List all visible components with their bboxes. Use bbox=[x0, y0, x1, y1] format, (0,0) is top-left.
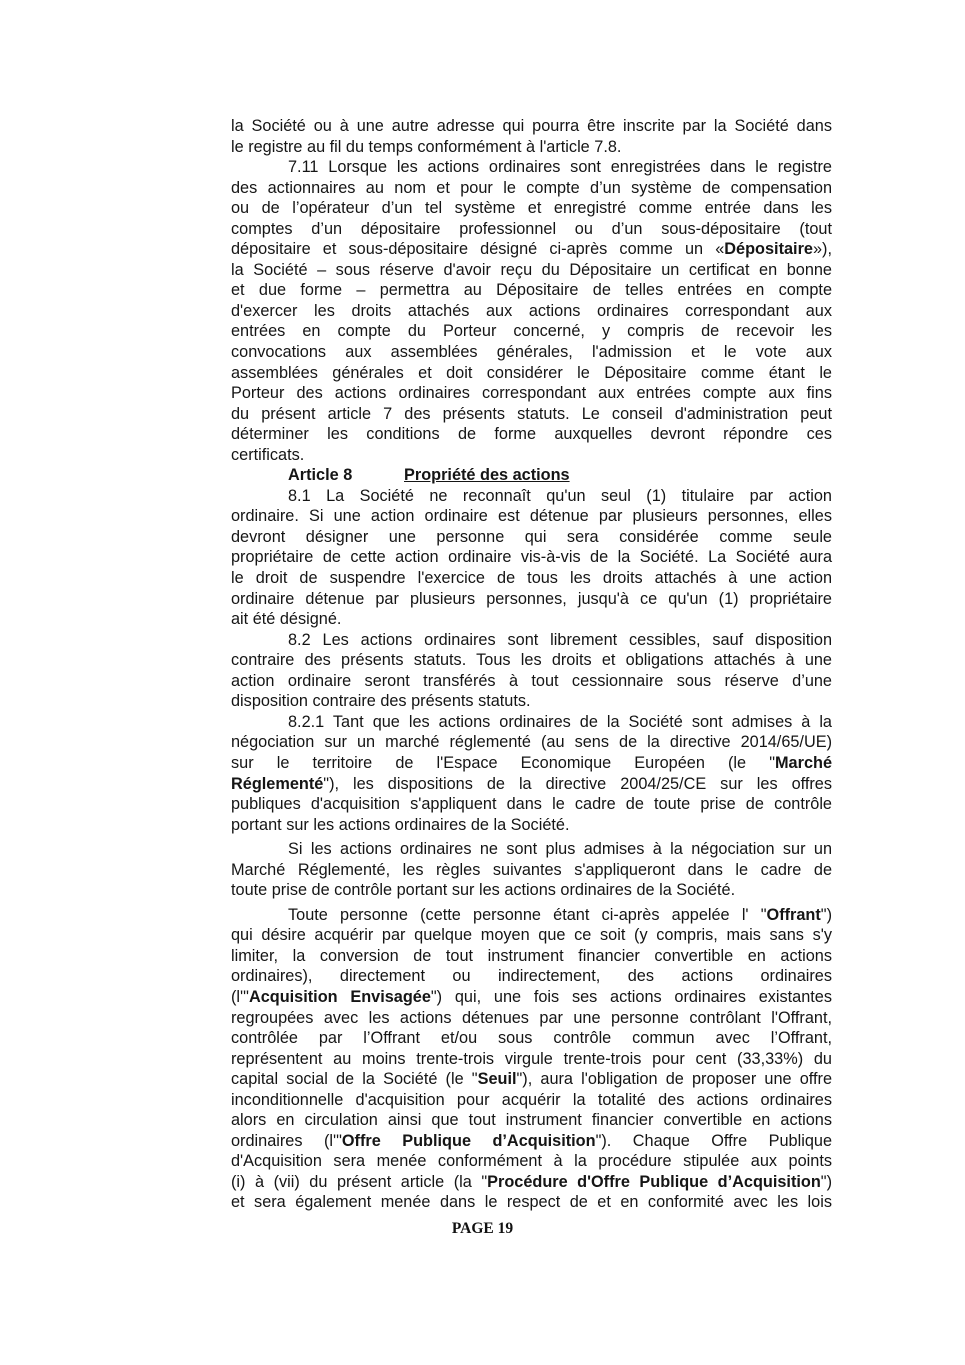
text-line: limiter, la conversion de tout instrument financier convertible en actions bbox=[231, 946, 832, 965]
text-line: dépositaire et sous-dépositaire désigné ci-après comme un «Dépositaire»), bbox=[231, 240, 832, 259]
text-line: des actionnaires au nom et pour le compte d’un système de compensation bbox=[231, 178, 832, 197]
text-line: alors en circulation ainsi que tout instrument financier convertible en actions bbox=[231, 1111, 832, 1130]
text-line: entrées en compte du Porteur concerné, y compris de recevoir les bbox=[231, 322, 832, 341]
text-line: (i) à (vii) du présent article (la "Procédure d'Offre Publique d’Acquisition") bbox=[231, 1172, 832, 1191]
text-line: ait été désigné. bbox=[231, 610, 342, 629]
text-line: qui désire acquérir par quelque moyen que ce soit (y compris, mais sans s'y bbox=[231, 926, 832, 945]
text-line: publiques d'acquisition s'appliquent dans le cadre de toute prise de contrôle bbox=[231, 795, 832, 814]
text-line: comptes d’un dépositaire professionnel ou d’un sous-dépositaire (tout bbox=[231, 219, 832, 238]
text-line: 8.2 Les actions ordinaires sont librement cessibles, sauf disposition bbox=[288, 630, 832, 649]
text-line: représentent au moins trente-trois virgule trente-trois pour cent (33,33%) du bbox=[231, 1049, 832, 1068]
text-line: du présent article 7 des présents statuts. Le conseil d'administration peut bbox=[231, 404, 832, 423]
text-line: d'Acquisition sera menée conformément à la procédure stipulée aux points bbox=[231, 1152, 832, 1171]
text-line: 8.2.1 Tant que les actions ordinaires de la Société sont admises à la bbox=[288, 712, 832, 731]
text-line: le droit de suspendre l'exercice de tous les droits attachés à une action bbox=[231, 569, 832, 588]
text-line: d'exercer les droits attachés aux actions ordinaires correspondant aux bbox=[231, 301, 832, 320]
page-number: PAGE 19 bbox=[451, 1220, 514, 1237]
text-line: sur le territoire de l'Espace Economique Européen (le "Marché bbox=[231, 753, 832, 772]
text-line: Réglementé"), les dispositions de la directive 2004/25/CE sur les offres bbox=[231, 774, 832, 793]
text-line: contraire des présents statuts. Tous les droits et obligations attachés à une bbox=[231, 651, 832, 670]
article-title: Propriété des actions bbox=[404, 466, 570, 485]
text-line: ordinaires), directement ou indirectement, des actions ordinaires bbox=[231, 967, 832, 986]
text-line: inconditionnelle d'acquisition pour acquérir la totalité des actions ordinaires bbox=[231, 1090, 832, 1109]
text-line: et due forme – permettra au Dépositaire de telles entrées en compte bbox=[231, 281, 832, 300]
page-body bbox=[231, 116, 832, 1213]
text-line: disposition contraire des présents statuts. bbox=[231, 692, 531, 711]
text-line: 8.1 La Société ne reconnaît qu'un seul (1) titulaire par action bbox=[288, 486, 832, 505]
text-line: Marché Réglementé, les règles suivantes s'appliqueront dans le cadre de bbox=[231, 860, 832, 879]
text-line: certificats. bbox=[231, 445, 305, 464]
text-line: déterminer les conditions de forme auxquelles devront répondre ces bbox=[231, 425, 832, 444]
article-heading bbox=[231, 465, 832, 486]
text-line: Porteur des actions ordinaires correspondant aux entrées compte aux fins bbox=[231, 384, 832, 403]
text-line: Si les actions ordinaires ne sont plus admises à la négociation sur un bbox=[288, 840, 832, 859]
text-line: assemblées générales et doit considérer le Dépositaire comme étant le bbox=[231, 363, 832, 382]
text-line: toute prise de contrôle portant sur les actions ordinaires de la Société. bbox=[231, 881, 736, 900]
text-line: devront désigner une personne qui sera considérée comme seule bbox=[231, 527, 832, 546]
text-line: et sera également menée dans le respect de et en conformité avec les lois bbox=[231, 1193, 832, 1212]
text-line: regroupées avec les actions détenues par une personne contrôlant l'Offrant, bbox=[231, 1008, 832, 1027]
text-line: la Société ou à une autre adresse qui pourra être inscrite par la Société dans bbox=[231, 117, 832, 135]
text-line: contrôlée par l’Offrant et/ou sous contrôle commun avec l’Offrant, bbox=[231, 1029, 832, 1048]
text-line: convocations aux assemblées générales, l'admission et le vote aux bbox=[231, 343, 832, 362]
text-line: ou de l’opérateur d’un tel système et enregistré comme entrée dans les bbox=[231, 199, 832, 218]
article-number: Article 8 bbox=[288, 466, 353, 485]
text-line: action ordinaire seront transférés à tout cessionnaire sous réserve d’une bbox=[231, 671, 832, 690]
text-line: négociation sur un marché réglementé (au sens de la directive 2014/65/UE) bbox=[231, 733, 832, 752]
text-line: la Société – sous réserve d'avoir reçu du Dépositaire un certificat en bonne bbox=[231, 260, 832, 279]
text-line: ordinaires (l'"Offre Publique d’Acquisition"). Chaque Offre Publique bbox=[231, 1131, 832, 1150]
text-line: ordinaire. Si une action ordinaire est détenue par plusieurs personnes, elles bbox=[231, 507, 832, 526]
text-line: le registre au fil du temps conformément à l'article 7.8. bbox=[231, 137, 622, 156]
text-line: capital social de la Société (le "Seuil"), aura l'obligation de proposer une offre bbox=[231, 1070, 833, 1089]
text-line: portant sur les actions ordinaires de la Société. bbox=[231, 815, 570, 834]
text-line: (l'"Acquisition Envisagée") qui, une fois ses actions ordinaires existantes bbox=[231, 987, 832, 1006]
text-line: 7.11 Lorsque les actions ordinaires sont enregistrées dans le registre bbox=[288, 158, 832, 177]
text-line: propriétaire de cette action ordinaire vis-à-vis de la Société. La Société aura bbox=[231, 548, 832, 567]
text-line: Toute personne (cette personne étant ci-après appelée l' "Offrant") bbox=[288, 905, 832, 924]
text-line: ordinaire détenue par plusieurs personnes, jusqu'à ce qu'un (1) propriétaire bbox=[231, 589, 832, 608]
